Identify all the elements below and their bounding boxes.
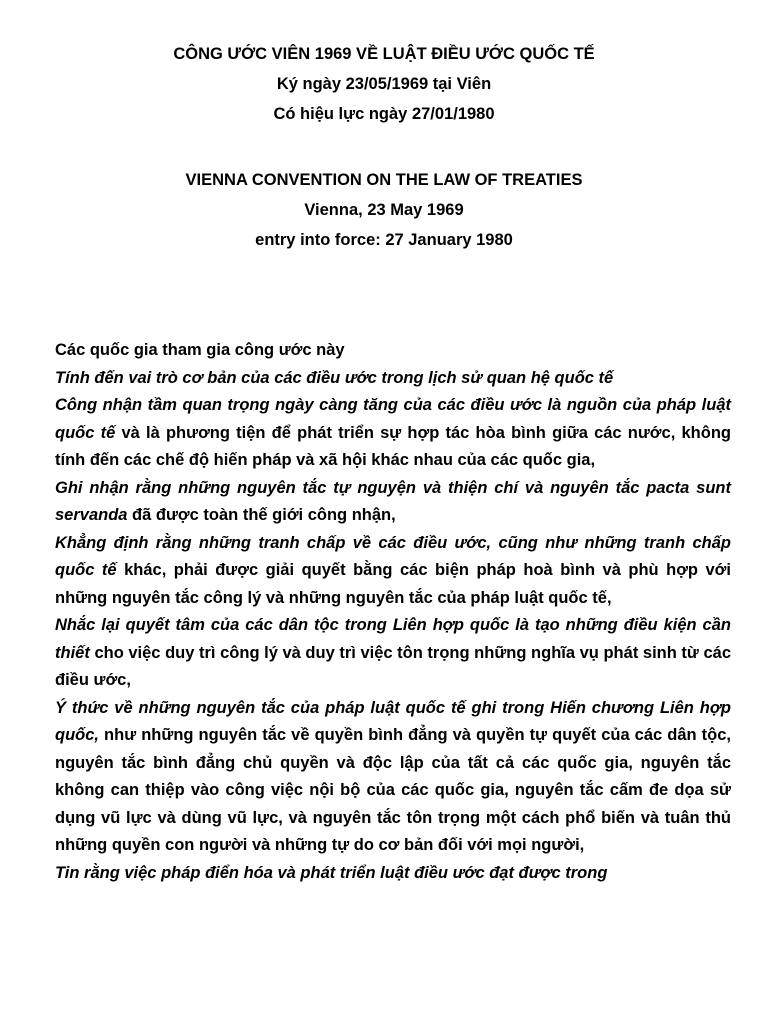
paragraph-text: đã được toàn thế giới công nhận,	[127, 506, 396, 524]
paragraph-text: cho việc duy trì công lý và duy trì việc tôn trọng những nghĩa vụ phát sinh từ các điều ước,	[55, 643, 731, 689]
paragraph-italic-text: Tính đến vai trò cơ bản của các điều ước trong lịch sử quan hệ quốc tế	[55, 368, 614, 387]
english-header	[0, 165, 768, 255]
paragraph-text: và là phương tiện để phát triển sự hợp tác hòa bình giữa các nước, không tính đến các chế độ hiến pháp và xã hội khác nhau của các quốc gia,	[55, 423, 731, 469]
english-title: VIENNA CONVENTION ON THE LAW OF TREATIES	[185, 171, 583, 189]
paragraph-italic-text: Công nhận tầm quan trọng ngày càng tăng của các điều ước là nguồn của pháp luật quốc tế	[55, 396, 731, 442]
preamble-paragraph	[55, 365, 731, 393]
paragraph-italic-text: Tin rằng việc pháp điển hóa và phát triển luật điều ước đạt được trong	[55, 863, 608, 882]
preamble-paragraph	[55, 530, 731, 613]
paragraph-italic-text: Ghi nhận rằng những nguyên tắc tự nguyện và thiện chí và nguyên tắc pacta sunt servanda	[55, 478, 731, 524]
preamble-paragraph	[55, 392, 731, 475]
preamble-paragraph	[55, 475, 731, 530]
vietnamese-header	[0, 39, 768, 129]
english-signed-date: Vienna, 23 May 1969	[304, 201, 464, 219]
english-effective-date: entry into force: 27 January 1980	[255, 231, 513, 249]
paragraph-text: Các quốc gia tham gia công ước này	[55, 341, 345, 359]
preamble-paragraph	[55, 695, 731, 860]
preamble-paragraph	[55, 337, 731, 365]
vietnamese-title: CÔNG ƯỚC VIÊN 1969 VỀ LUẬT ĐIỀU ƯỚC QUỐC TẾ	[173, 45, 595, 63]
preamble-paragraph	[55, 860, 731, 888]
paragraph-text: khác, phải được giải quyết bằng các biện pháp hoà bình và phù hợp với những nguyên tắc công lý và những nguyên tắc của pháp luật quốc tế,	[55, 561, 731, 607]
preamble-text	[55, 337, 731, 887]
paragraph-text: như những nguyên tắc về quyền bình đẳng và quyền tự quyết của các dân tộc, nguyên tắc bình đẳng chủ quyền và độc lập của tất cả các quốc gia, nguyên tắc không can thiệp vào công việc nội bộ của các quốc gia, nguyên tắc cấm đe dọa sử dụng vũ lực và dùng vũ lực, và nguyên tắc tôn trọng một cách phổ biến và tuân thủ những quyền con người và những tự do cơ bản đối với mọi người,	[55, 726, 731, 854]
paragraph-italic-text: Khẳng định rằng những tranh chấp về các điều ước, cũng như những tranh chấp quốc tế	[55, 533, 731, 579]
paragraph-italic-text: Ý thức về những nguyên tắc của pháp luật quốc tế ghi trong Hiến chương Liên hợp quốc,	[55, 698, 731, 744]
paragraph-italic-text: Nhắc lại quyết tâm của các dân tộc trong Liên hợp quốc là tạo những điều kiện cần thiết	[55, 616, 731, 662]
preamble-paragraph	[55, 612, 731, 695]
vietnamese-effective-date: Có hiệu lực ngày 27/01/1980	[273, 105, 495, 123]
vietnamese-signed-date: Ký ngày 23/05/1969 tại Viên	[276, 75, 492, 93]
